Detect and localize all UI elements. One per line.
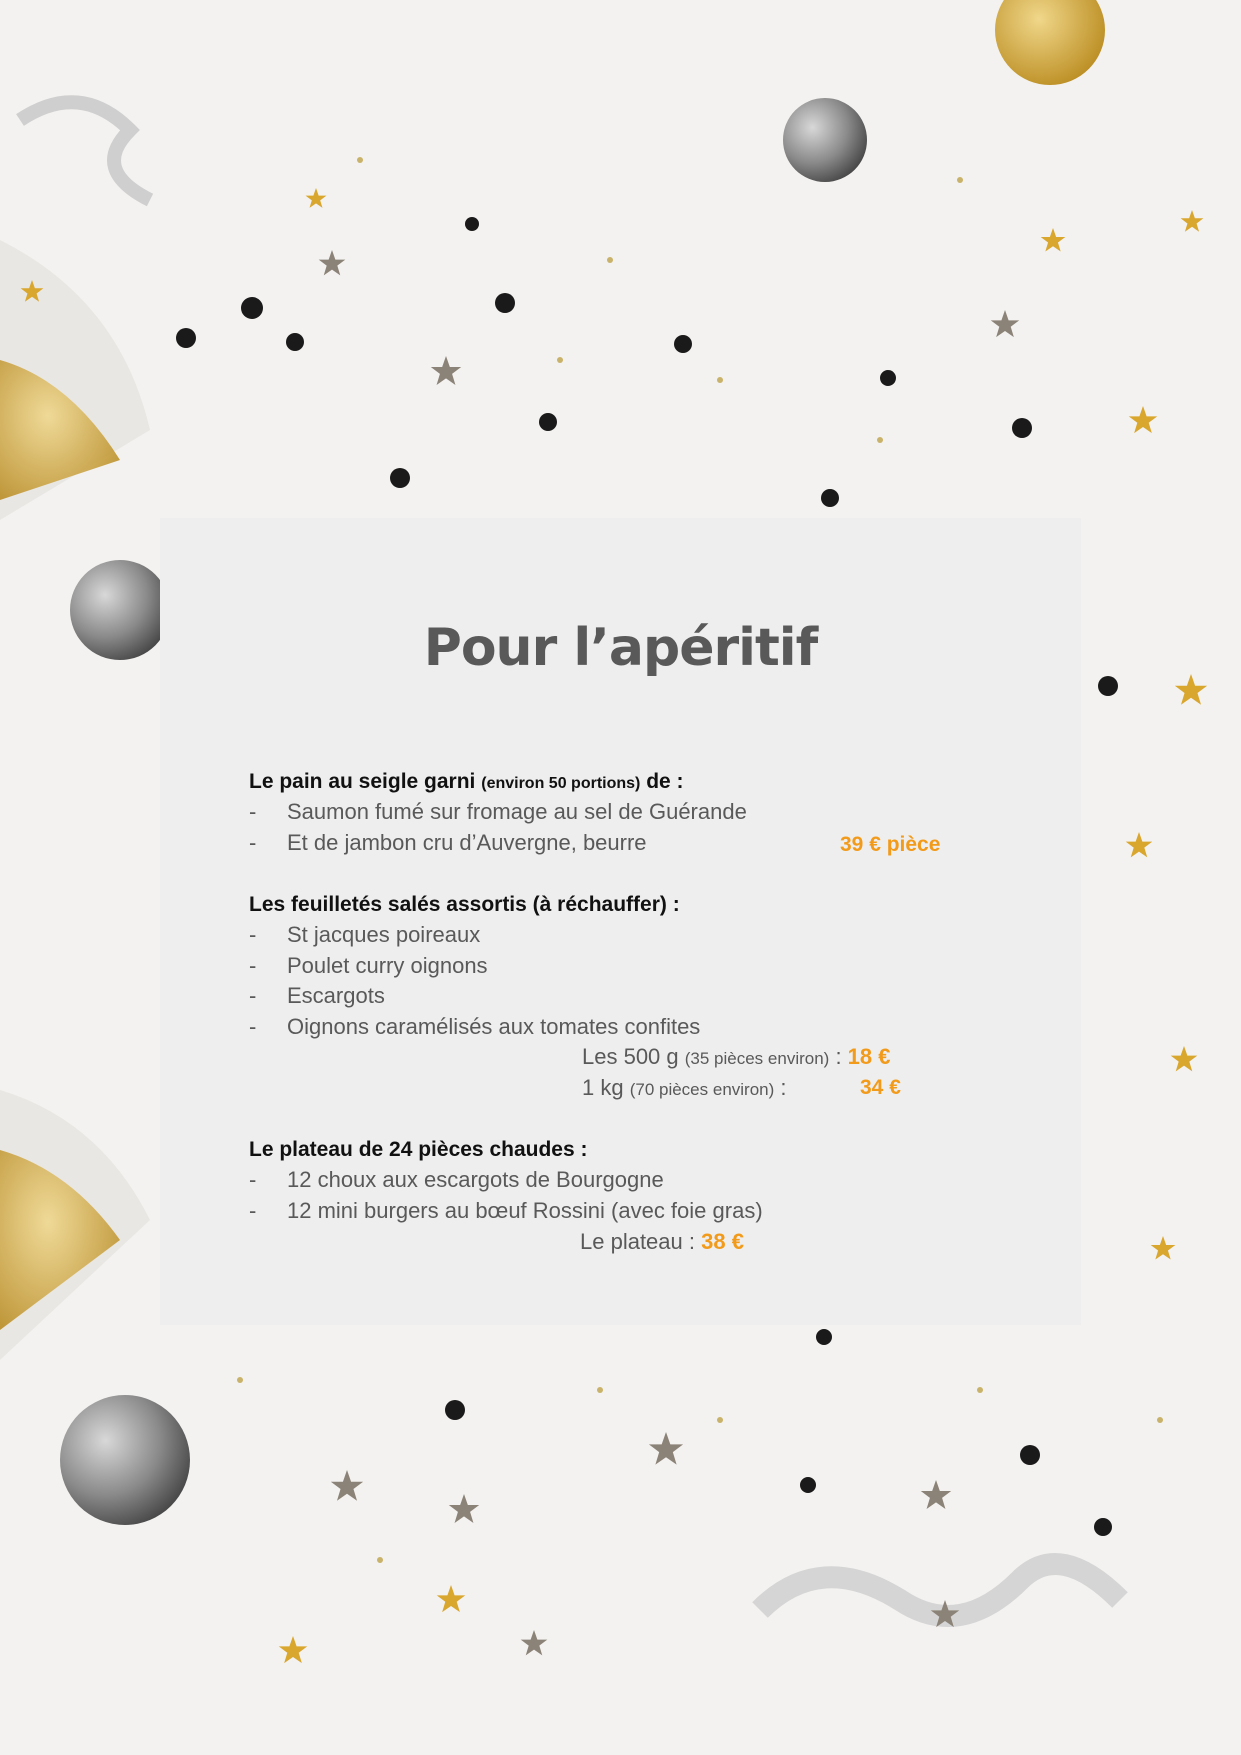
list-item [249,920,680,951]
price-bread: 39 € pièce [840,833,941,856]
section-seigle-bread [249,767,747,858]
item-text: Et de jambon cru d’Auvergne, beurre [287,829,647,855]
item-text: 12 mini burgers au bœuf Rossini (avec foie gras) [287,1197,763,1223]
heading-end: de : [640,770,684,793]
list-item [249,797,747,828]
price-value: 18 € [847,1044,891,1069]
price-sep: : [829,1044,848,1069]
list-item [249,981,680,1012]
bullet-dash: - [249,1167,257,1192]
price-line-platter [580,1227,744,1257]
list-item [249,951,680,982]
price-value: 38 € [701,1229,744,1254]
bullet-dash: - [249,829,257,855]
price-label: 1 kg [582,1075,630,1100]
bullet-dash: - [249,983,257,1008]
section-puff-pastries [249,890,701,1042]
section-hot-platter [249,1135,763,1226]
heading-note: (environ 50 portions) [481,775,641,792]
item-text: Poulet curry oignons [287,952,488,978]
section-heading [249,767,684,797]
item-text: Oignons caramélisés aux tomates confites [287,1013,701,1039]
price-label: Les 500 g [582,1044,685,1069]
list-item [249,828,684,859]
bullet-dash: - [249,1197,257,1223]
price-line-500g [582,1042,891,1074]
bullet-dash: - [249,922,257,947]
item-text: St jacques poireaux [287,922,481,947]
list-item [249,1196,763,1227]
price-line-1kg [582,1073,787,1105]
item-text: 12 choux aux escargots de Bourgogne [287,1167,664,1192]
heading-text: Le pain au seigle garni [249,770,482,793]
price-note: (35 pièces environ) [684,1049,830,1068]
price-value-1kg: 34 € [860,1076,901,1099]
section-heading: Le plateau de 24 pièces chaudes : [249,1138,588,1161]
section-heading: Les feuilletés salés assortis (à réchauffer) : [249,893,680,916]
item-text: Escargots [287,983,385,1008]
item-text: Saumon fumé sur fromage au sel de Guérande [287,799,747,824]
price-label: Le plateau : [580,1229,702,1254]
bullet-dash: - [249,799,257,824]
list-item [249,1012,701,1043]
list-item [249,1165,664,1196]
bullet-dash: - [249,1013,257,1039]
page-title: Pour l’apéritif [423,618,818,678]
price-sep: : [774,1075,787,1100]
price-note: (70 pièces environ) [629,1080,775,1099]
bullet-dash: - [249,952,257,978]
